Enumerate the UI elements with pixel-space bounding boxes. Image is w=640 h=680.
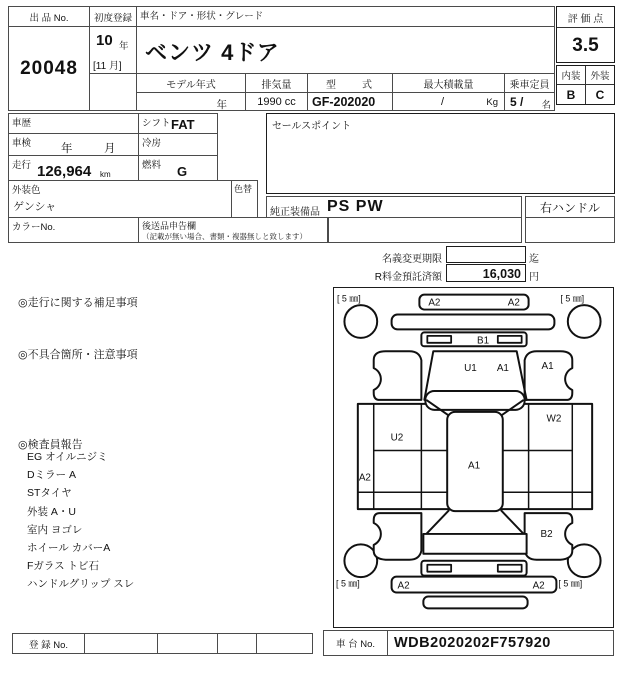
name-change-value-box: [446, 246, 526, 263]
headlight-left-icon: [427, 336, 451, 343]
auction-no-label: 出 品 No.: [8, 6, 90, 27]
car-name-label: 車名・ドア・形状・グレード: [140, 11, 264, 22]
label-rear-fender-right: B2: [540, 528, 553, 540]
first-reg-year-unit: 年: [119, 41, 129, 52]
headlight-right-icon: [498, 336, 522, 343]
model-code-label: 型 式: [307, 73, 393, 93]
tire-rear-left-icon: [344, 544, 377, 577]
equipment-cell: [266, 196, 522, 218]
color-no-label: カラーNo.: [12, 222, 56, 233]
max-load-value: /: [441, 96, 445, 108]
car-name-cell: [136, 26, 555, 74]
inspector-report-item: STタイヤ: [27, 487, 72, 500]
front-panel-shape: [421, 332, 526, 346]
first-registration-value: [89, 26, 137, 74]
reg-no-cell-3: [217, 633, 257, 654]
aircon-label: 冷房: [142, 138, 162, 149]
tire-front-left-icon: [344, 305, 377, 338]
reg-no-cell-1: [84, 633, 158, 654]
auction-no-value: 20048: [8, 26, 90, 111]
inspection-cell: [8, 133, 139, 156]
first-reg-month: [11 月]: [93, 61, 122, 72]
label-front-bumper-left: A2: [428, 297, 441, 309]
fuel-label: 燃料: [142, 160, 162, 171]
sales-point-label: セールスポイント: [272, 121, 352, 132]
exterior-color-label: 外装色: [12, 185, 41, 196]
label-roof: A1: [468, 460, 481, 472]
mileage-note-heading: ◎走行に関する補足事項: [18, 297, 138, 309]
rear-fender-left-shape: [374, 513, 422, 560]
inspector-report-list: [27, 448, 134, 594]
rear-lower-bar-shape: [423, 596, 527, 608]
reg-no-cell-4: [256, 633, 313, 654]
exterior-color-value: ゲンシャ: [13, 201, 57, 213]
max-load-label: 最大積載量: [392, 73, 505, 93]
model-year-value-cell: [136, 92, 246, 111]
inspection-value: 年 月: [61, 143, 126, 155]
exterior-grade: C: [595, 87, 605, 102]
tire-front-right-icon: [568, 305, 601, 338]
hood-shape: [392, 315, 555, 330]
later-items-cell: [138, 217, 328, 243]
reg-no-label: 登 録 No.: [12, 633, 85, 654]
tire-depth-front-left: [ 5 ㎜]: [336, 293, 361, 304]
history-cell: [8, 113, 139, 134]
displacement-value: 1990 cc: [245, 92, 308, 111]
model-year-value: 年: [216, 99, 227, 111]
history-label: 車歴: [12, 118, 32, 129]
inspection-label: 車検: [12, 138, 32, 149]
capacity-value: 5 /: [510, 95, 524, 109]
rear-window-shape: [423, 534, 526, 554]
inspector-report-item: 外装 A・U: [27, 505, 77, 518]
car-diagram: [334, 288, 612, 625]
inspector-report-item: EG オイルニジミ: [27, 451, 108, 463]
fuel-cell: [138, 155, 218, 181]
interior-grade: B: [557, 85, 586, 104]
interior-label: 内装: [557, 66, 586, 84]
capacity-value-cell: [504, 92, 555, 111]
car-name-value: ベンツ 4ドア: [145, 40, 280, 65]
car-diagram-box: [333, 287, 614, 628]
tire-depth-rear-right: [ 5 ㎜]: [558, 578, 583, 589]
empty-cell-handle: [525, 217, 615, 243]
label-rocker-left: A2: [358, 472, 371, 484]
aircon-cell: [138, 133, 218, 156]
shift-label: シフト: [142, 118, 171, 129]
model-year-label: モデル年式: [136, 73, 246, 93]
label-rear-bumper-right: A2: [532, 580, 545, 592]
empty-cell-equipment: [328, 217, 522, 243]
fuel-value: G: [177, 164, 188, 179]
exterior-label: 外装: [590, 71, 610, 82]
displacement-label: 排気量: [245, 73, 308, 93]
later-items-label: 後送品申告欄: [142, 221, 197, 231]
name-change-label: 名義変更期限: [382, 254, 442, 265]
label-door-right: W2: [546, 413, 562, 425]
capacity-unit: 名: [541, 100, 551, 111]
label-door-left: U2: [390, 432, 404, 444]
handle-cell: 右ハンドル: [525, 196, 615, 218]
mileage-cell: [8, 155, 139, 181]
color-no-cell: [8, 217, 139, 243]
equipment-label: 純正装備品: [270, 207, 320, 218]
label-windshield-left: U1: [464, 363, 477, 375]
score-box: [556, 6, 615, 63]
cowl-shape: [425, 391, 524, 410]
defect-heading: ◎不具合箇所・注意事項: [18, 349, 138, 361]
tire-depth-rear-left: [ 5 ㎜]: [335, 578, 360, 589]
max-load-unit: Kg: [486, 97, 498, 108]
recycle-fee-unit: 円: [529, 272, 539, 283]
label-front-fender-right: A1: [541, 361, 554, 373]
mileage-value: 126,964: [37, 163, 92, 180]
grade-box: [556, 65, 615, 105]
front-fender-right-shape: [525, 351, 573, 400]
score-label: 評 価 点: [557, 7, 614, 28]
chassis-no-value: WDB2020202F757920: [394, 635, 551, 651]
chassis-no-cell: [387, 630, 614, 656]
sales-point-box: [266, 113, 615, 194]
inspector-report-item: 室内 ヨゴレ: [27, 523, 83, 536]
first-reg-empty-cell: [89, 73, 137, 111]
model-code-value-cell: [307, 92, 393, 111]
tire-depth-front-right: [ 5 ㎜]: [560, 293, 585, 304]
recycle-fee-value: 16,030: [446, 264, 526, 282]
inspector-report-item: Fガラス トビ石: [27, 560, 100, 573]
tail-panel-shape: [421, 561, 526, 576]
front-fender-left-shape: [374, 351, 422, 400]
equipment-value: PS PW: [327, 198, 384, 215]
exterior-color-cell: [8, 180, 232, 218]
capacity-label: 乗車定員: [504, 73, 555, 93]
chassis-no-label: 車 台 No.: [323, 630, 388, 656]
later-items-note: （記載が無い場合、書類・複器無しと致します）: [142, 232, 307, 241]
first-registration-label: 初度登録: [89, 6, 137, 27]
shift-cell: [138, 113, 218, 134]
reg-no-cell-2: [157, 633, 218, 654]
name-change-suffix: 迄: [529, 254, 539, 265]
model-code-value: GF-202020: [312, 95, 376, 109]
max-load-value-cell: [392, 92, 505, 111]
inspector-heading: ◎検査員報告: [18, 439, 83, 451]
label-windshield-right: A1: [496, 363, 509, 375]
label-front-bumper-right: A2: [507, 297, 520, 309]
mileage-unit: km: [100, 170, 111, 179]
mileage-label: 走行: [12, 160, 32, 171]
label-front-panel: B1: [476, 335, 490, 347]
inspector-report-item: Dミラー A: [27, 469, 77, 482]
score-value: 3.5: [572, 34, 599, 56]
color-change-label: 色替: [234, 184, 253, 194]
color-change-cell: [231, 180, 258, 218]
shift-value: FAT: [171, 117, 195, 132]
car-name-label-cell: [136, 6, 555, 27]
label-rear-bumper-left: A2: [397, 580, 410, 592]
first-reg-year: 10: [96, 32, 113, 49]
inspector-report-item: ホイール カバーA: [27, 542, 111, 555]
recycle-fee-label: R料金預託済額: [374, 272, 442, 283]
c-pillar-lines: [426, 510, 523, 534]
inspector-report-item: ハンドルグリップ スレ: [27, 578, 135, 591]
